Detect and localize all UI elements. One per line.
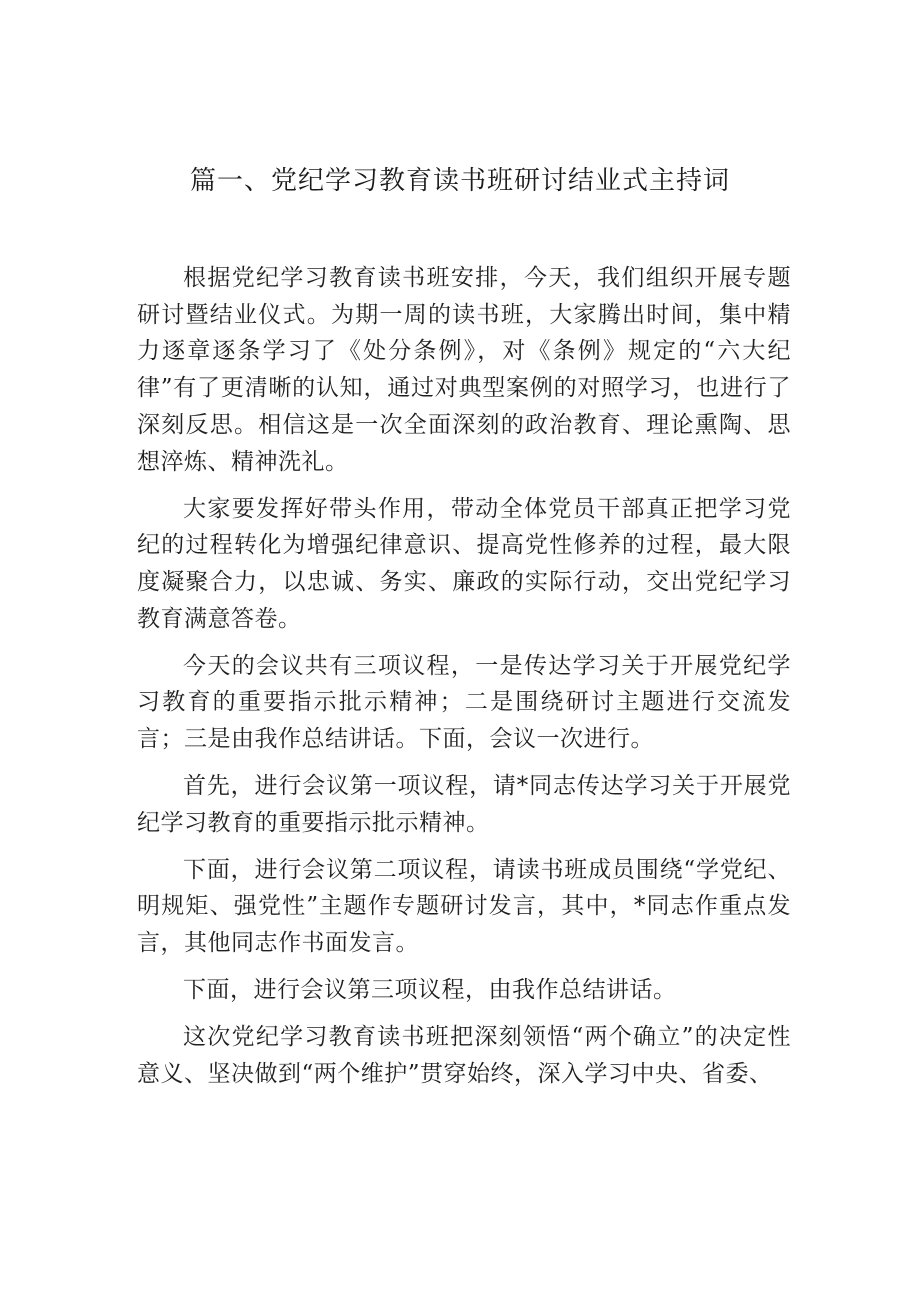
paragraph-6: 下面，进行会议第三项议程，由我作总结讲话。 [183,977,677,1004]
paragraph-5: 下面，进行会议第二项议程，请读书班成员围绕“学党纪、明规矩、强党性”主题作专题研讨发言，其中，*同志作重点发言，其他同志作书面发言。 [137,856,791,957]
document-title: 篇一、党纪学习教育读书班研讨结业式主持词 [189,166,730,196]
paragraph-2: 大家要发挥好带头作用，带动全体党员干部真正把学习党纪的过程转化为增强纪律意识、提高党性修养的过程，最大限度凝聚合力，以忠诚、务实、廉政的实际行动，交出党纪学习教育满意答卷。 [137,495,791,632]
paragraph-7: 这次党纪学习教育读书班把深刻领悟“两个确立”的决定性意义、坚决做到“两个维护”贯穿始终，深入学习中央、省委、 [137,1024,791,1087]
paragraph-4: 首先，进行会议第一项议程，请*同志传达学习关于开展党纪学习教育的重要指示批示精神。 [137,773,791,836]
paragraph-3: 今天的会议共有三项议程，一是传达学习关于开展党纪学习教育的重要指示批示精神；二是围绕研讨主题进行交流发言；三是由我作总结讲话。下面，会议一次进行。 [137,652,791,753]
paragraph-1: 根据党纪学习教育读书班安排，今天，我们组织开展专题研讨暨结业仪式。为期一周的读书班，大家腾出时间，集中精力逐章逐条学习了《处分条例》，对《条例》规定的“六大纪律”有了更清晰的认知，通过对典型案例的对照学习，也进行了深刻反思。相信这是一次全面深刻的政治教育、理论熏陶、思想淬炼、精神洗礼。 [137,265,791,475]
document-body [137,260,791,1103]
